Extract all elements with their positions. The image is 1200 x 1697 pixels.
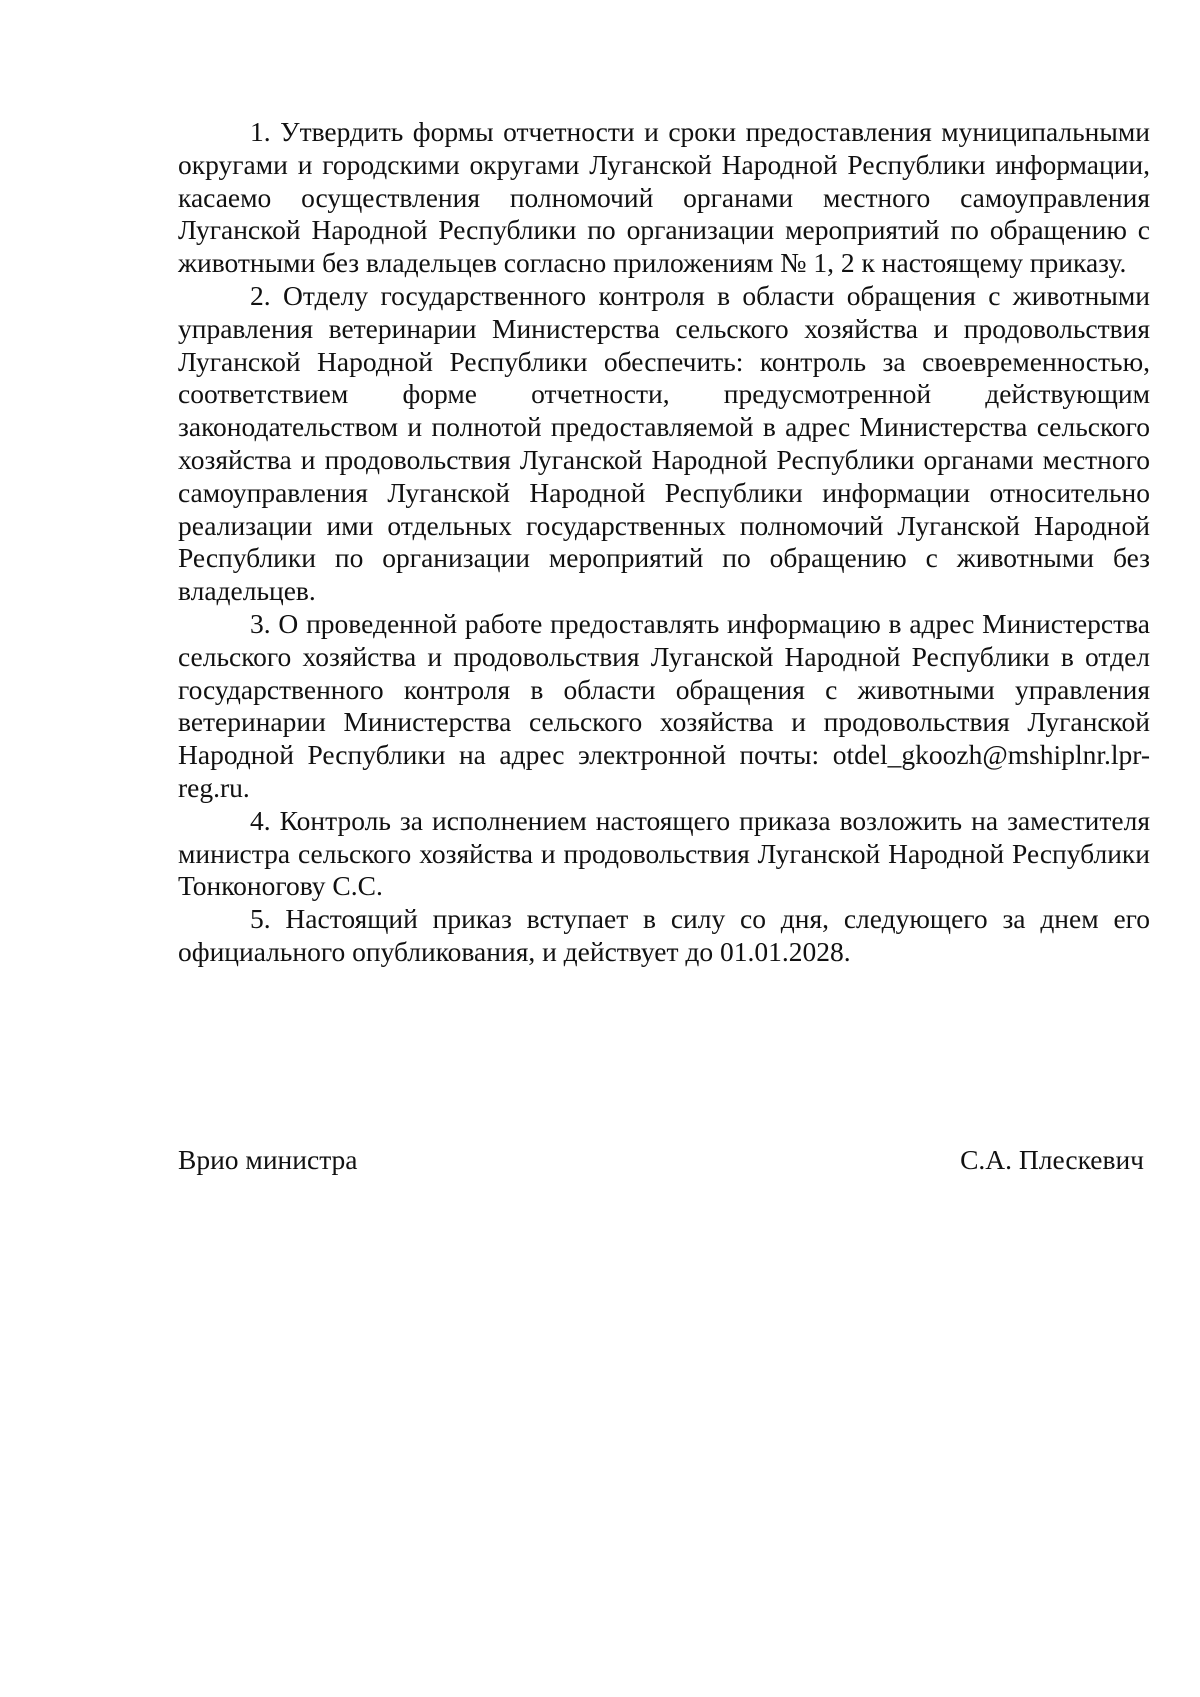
document-body: [178, 116, 1150, 969]
paragraph-1: 1. Утвердить формы отчетности и сроки предоставления муниципальными округами и городскими округами Луганской Народной Республики информации, касаемо осуществления полномочий органами местного самоуправления Луганской Народной Республики по организации мероприятий по обращению с животными без владельцев согласно приложениям № 1, 2 к настоящему приказу.: [178, 116, 1150, 279]
paragraph-4: 4. Контроль за исполнением настоящего приказа возложить на заместителя министра сельского хозяйства и продовольствия Луганской Народной Республики Тонконогову С.С.: [178, 804, 1150, 902]
paragraph-2: 2. Отделу государственного контроля в области обращения с животными управления ветеринарии Министерства сельского хозяйства и продовольствия Луганской Народной Республики обеспечить: контроль за своевременностью, соответствием форме отчетности, предусмотренной действующим законодательством и полнотой предоставляемой в адрес Министерства сельского хозяйства и продовольствия Луганской Народной Республики органами местного самоуправления Луганской Народной Республики информации относительно реализации ими отдельных государственных полномочий Луганской Народной Республики по организации мероприятий по обращению с животными без владельцев.: [178, 279, 1150, 607]
signature-name: С.А. Плескевич: [960, 1144, 1144, 1175]
paragraph-5: 5. Настоящий приказ вступает в силу со дня, следующего за днем его официального опубликования, и действует до 01.01.2028.: [178, 903, 1150, 967]
paragraph-3: 3. О проведенной работе предоставлять информацию в адрес Министерства сельского хозяйства и продовольствия Луганской Народной Республики в отдел государственного контроля в области обращения с животными управления ветеринарии Министерства сельского хозяйства и продовольствия Луганской Народной Республики на адрес электронной почты: otdel_gkoozh@mshiplnr.lpr-reg.ru.: [178, 607, 1150, 803]
signature-title: Врио министра: [178, 1144, 358, 1175]
